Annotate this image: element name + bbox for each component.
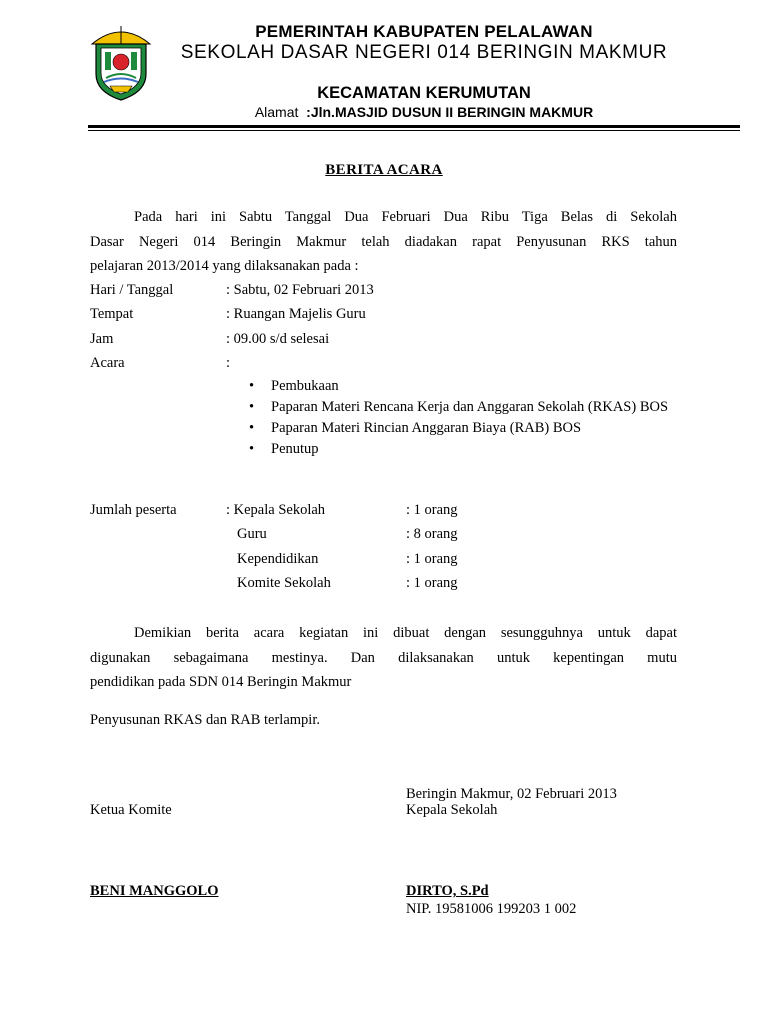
- detail-value-time: : 09.00 s/d selesai: [226, 331, 330, 347]
- intro-line: Pada hari ini Sabtu Tanggal Dua Februari Dua Ribu Tiga Belas di Sekolah: [134, 209, 677, 225]
- attachment-note: Penyusunan RKAS dan RAB terlampir.: [90, 712, 320, 728]
- participant-role: Komite Sekolah: [237, 575, 331, 591]
- detail-label-agenda: Acara: [90, 355, 125, 371]
- letterhead-school-name: SEKOLAH DASAR NEGERI 014 BERINGIN MAKMUR: [180, 42, 668, 63]
- detail-label-date: Hari / Tanggal: [90, 282, 174, 298]
- participant-count: : 8 orang: [406, 526, 458, 542]
- letterhead-district: KECAMATAN KERUMUTAN: [317, 84, 531, 102]
- address-label: Alamat: [254, 104, 299, 120]
- signature-left-title: Ketua Komite: [90, 802, 172, 818]
- letterhead-government: PEMERINTAH KABUPATEN PELALAWAN: [255, 22, 593, 41]
- letterhead-thin-rule: [88, 130, 740, 131]
- participant-count: : 1 orang: [406, 575, 458, 591]
- participant-role: Guru: [237, 526, 267, 542]
- signature-right-title: Kepala Sekolah: [406, 802, 498, 818]
- regency-emblem-logo: [88, 22, 154, 102]
- detail-value-agenda: :: [226, 355, 231, 371]
- agenda-item: • Paparan Materi Rincian Anggaran Biaya (RAB) BOS: [249, 420, 582, 436]
- signature-right-nip: NIP. 19581006 199203 1 002: [406, 901, 577, 917]
- closing-line: pendidikan pada SDN 014 Beringin Makmur: [90, 674, 352, 690]
- bullet-icon: •: [249, 441, 255, 457]
- agenda-item: • Pembukaan: [249, 378, 339, 394]
- participants-label: Jumlah peserta: [90, 502, 177, 518]
- participant-role: Kependidikan: [237, 551, 319, 567]
- signature-left-name: BENI MANGGOLO: [90, 883, 219, 899]
- letterhead-thick-rule: [88, 125, 740, 128]
- signature-right-name: DIRTO, S.Pd: [406, 883, 489, 899]
- intro-line: pelajaran 2013/2014 yang dilaksanakan pada :: [90, 258, 359, 274]
- bullet-icon: •: [249, 420, 255, 436]
- intro-line: Dasar Negeri 014 Beringin Makmur telah diadakan rapat Penyusunan RKS tahun: [90, 233, 677, 250]
- participant-count: : 1 orang: [406, 502, 458, 518]
- agenda-item: • Penutup: [249, 441, 319, 457]
- letterhead-address: [170, 104, 678, 120]
- detail-label-time: Jam: [90, 331, 114, 347]
- detail-label-place: Tempat: [90, 306, 134, 322]
- signature-place-date: Beringin Makmur, 02 Februari 2013: [406, 786, 617, 802]
- detail-value-place: : Ruangan Majelis Guru: [226, 306, 366, 322]
- document-title: BERITA ACARA: [325, 162, 443, 178]
- participant-count: : 1 orang: [406, 551, 458, 567]
- intro-paragraph: [90, 205, 677, 279]
- bullet-icon: •: [249, 378, 255, 394]
- closing-line: Demikian berita acara kegiatan ini dibuat dengan sesungguhnya untuk dapat: [134, 625, 677, 641]
- participant-role: : Kepala Sekolah: [226, 502, 326, 518]
- closing-paragraph: [90, 621, 677, 695]
- address-value: :Jln.MASJID DUSUN II BERINGIN MAKMUR: [306, 104, 594, 120]
- closing-line: digunakan sebagaimana mestinya. Dan dilaksanakan untuk kepentingan mutu: [90, 649, 677, 666]
- bullet-icon: •: [249, 399, 255, 415]
- agenda-item: • Paparan Materi Rencana Kerja dan Anggaran Sekolah (RKAS) BOS: [249, 399, 669, 415]
- detail-value-date: : Sabtu, 02 Februari 2013: [226, 282, 374, 298]
- agenda-list: [246, 377, 678, 461]
